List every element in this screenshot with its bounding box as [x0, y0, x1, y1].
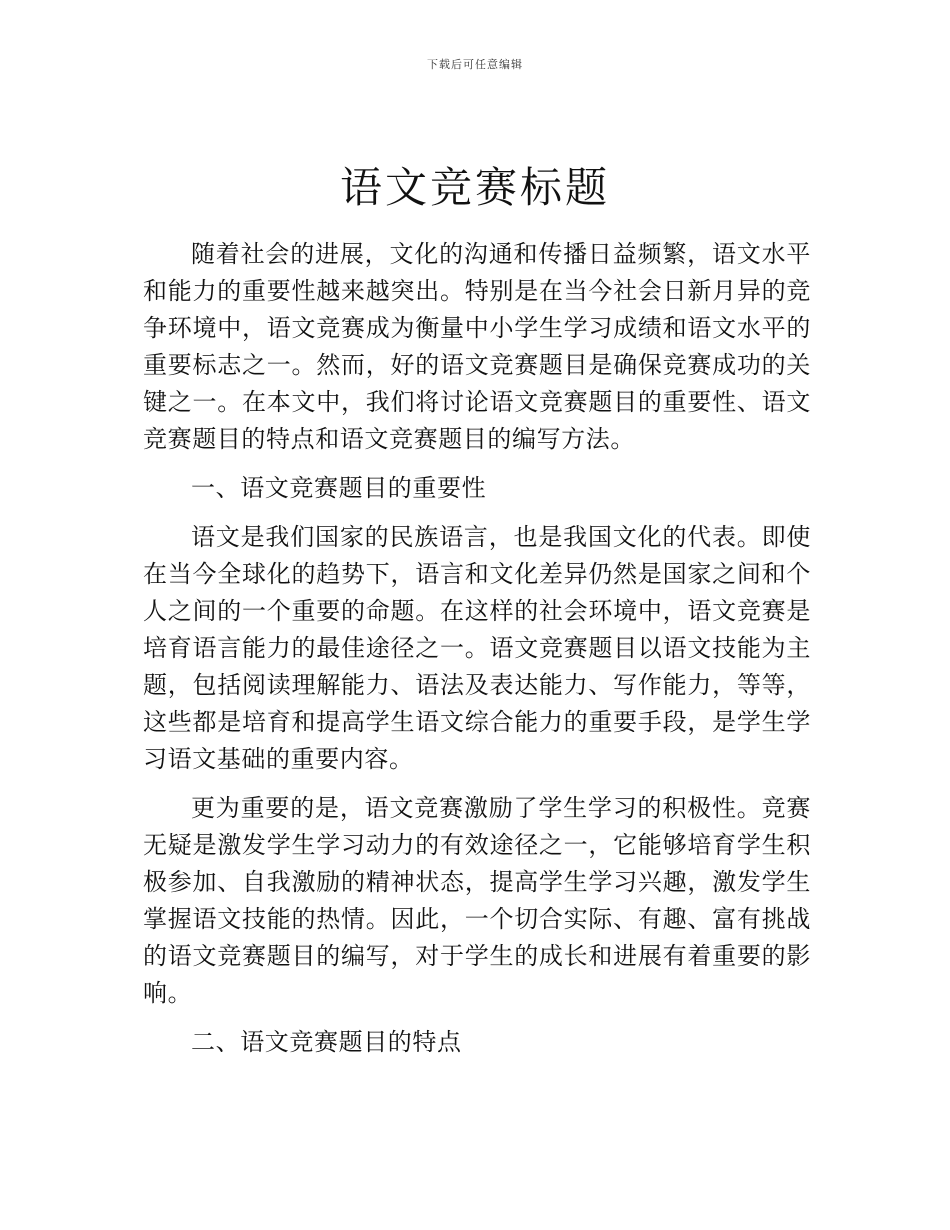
intro-paragraph: 随着社会的进展，文化的沟通和传播日益频繁，语文水平和能力的重要性越来越突出。特别是在当今社会日新月异的竞争环境中，语文竞赛成为衡量中小学生学习成绩和语文水平的重要标志之一。然而，好的语文竞赛题目是确保竞赛成功的关键之一。在本文中，我们将讨论语文竞赛题目的重要性、语文竞赛题目的特点和语文竞赛题目的编写方法。 — [143, 240, 811, 453]
body-paragraph: 更为重要的是，语文竞赛激励了学生学习的积极性。竞赛无疑是激发学生学习动力的有效途径之一，它能够培育学生积极参加、自我激励的精神状态，提高学生学习兴趣，激发学生掌握语文技能的热情。因此，一个切合实际、有趣、富有挑战的语文竞赛题目的编写，对于学生的成长和进展有着重要的影响。 — [143, 794, 811, 1007]
body-paragraph: 语文是我们国家的民族语言，也是我国文化的代表。即使在当今全球化的趋势下，语言和文化差异仍然是国家之间和个人之间的一个重要的命题。在这样的社会环境中，语文竞赛是培育语言能力的最佳途径之一。语文竞赛题目以语文技能为主题，包括阅读理解能力、语法及表达能力、写作能力，等等，这些都是培育和提高学生语文综合能力的重要手段，是学生学习语文基础的重要内容。 — [143, 523, 811, 773]
section-heading-features: 二、语文竞赛题目的特点 — [191, 1028, 462, 1056]
document-body — [143, 236, 811, 1073]
page-header: 下载后可任意编辑 — [427, 58, 523, 71]
section-heading-importance: 一、语文竞赛题目的重要性 — [191, 474, 487, 502]
document-title: 语文竞赛标题 — [339, 163, 610, 212]
